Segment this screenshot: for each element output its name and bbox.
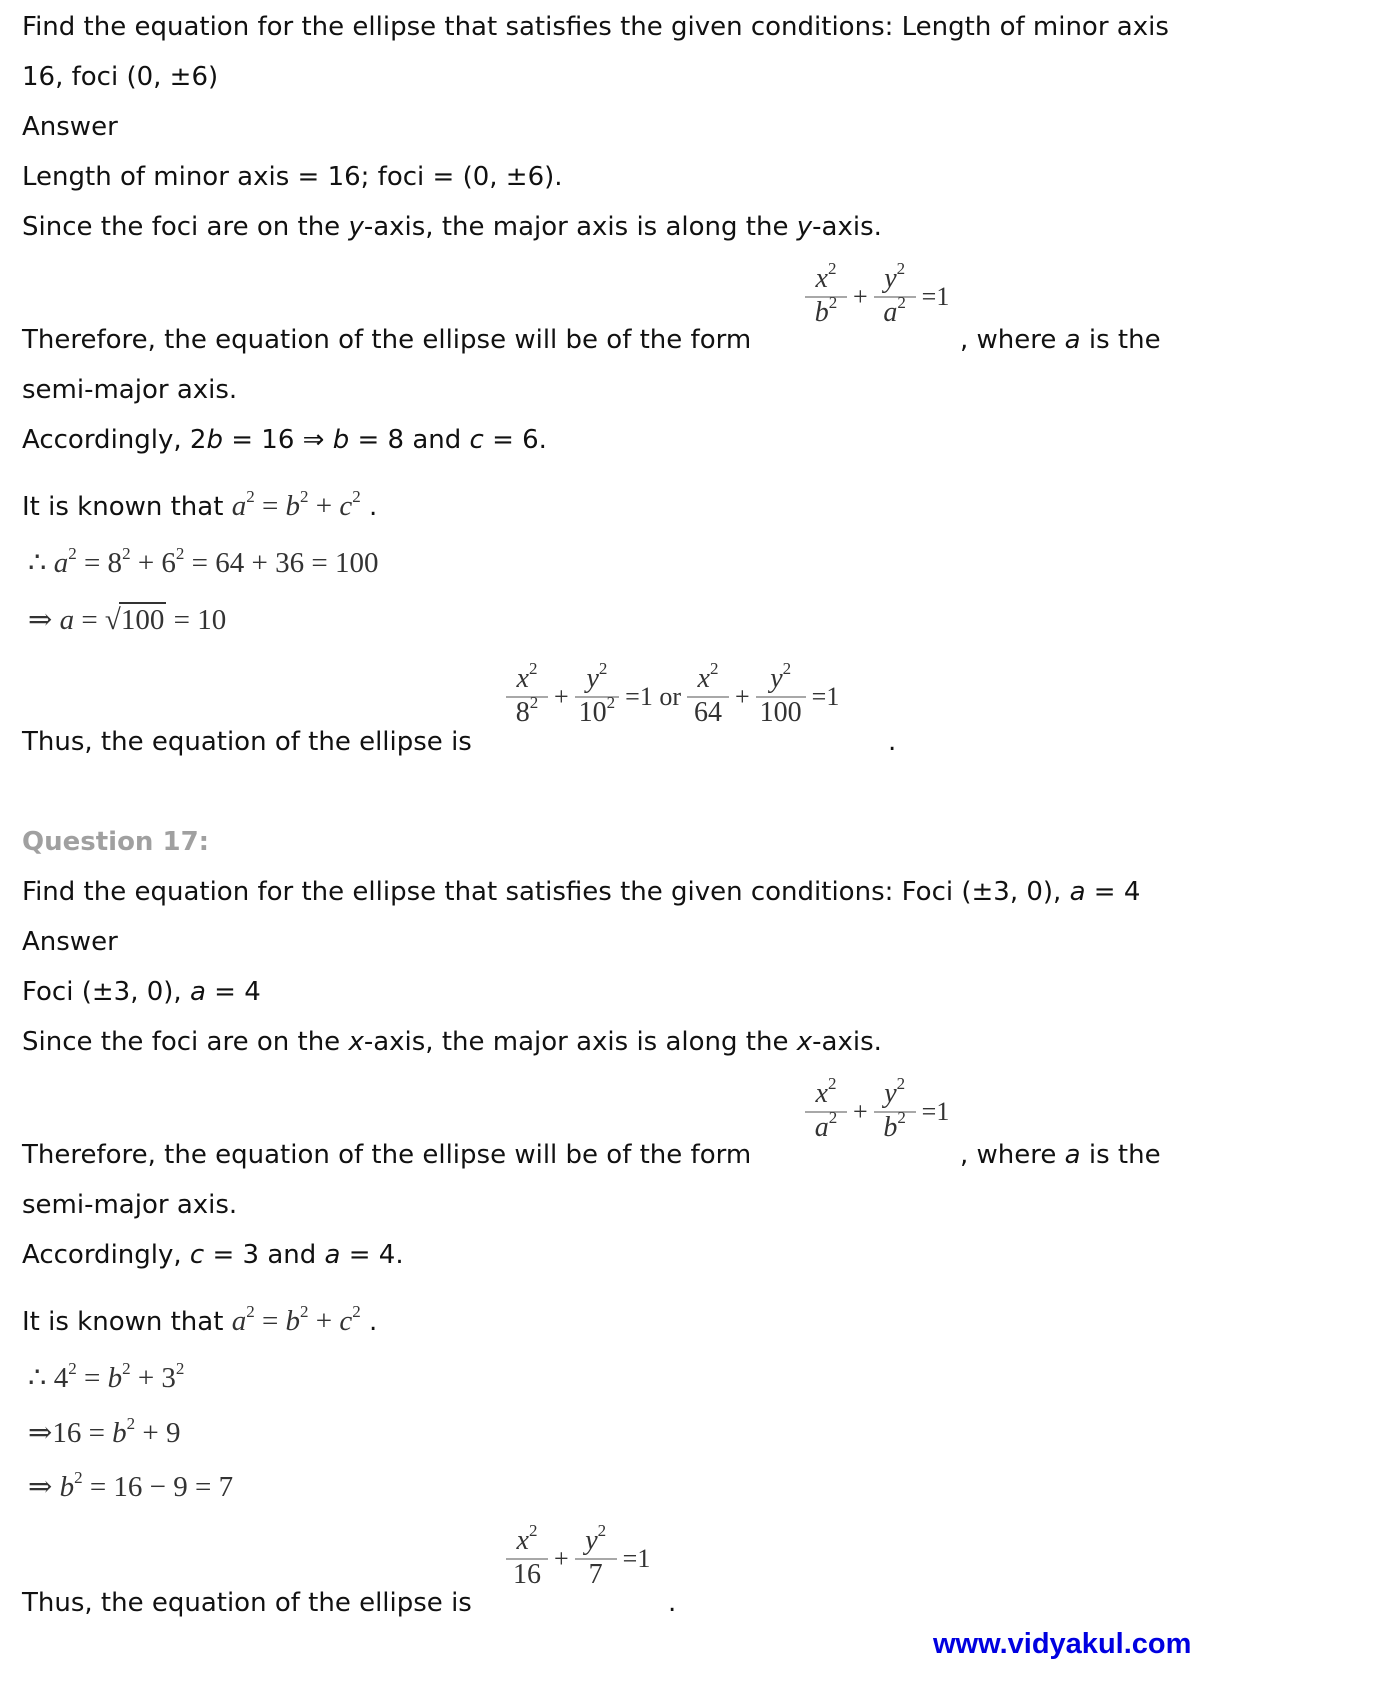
text: = 3 and bbox=[204, 1240, 325, 1270]
equals-one: =1 bbox=[921, 1097, 950, 1126]
fraction bbox=[687, 659, 729, 730]
text: -axis, the major axis is along the bbox=[363, 212, 797, 242]
exponent: 2 bbox=[352, 487, 361, 506]
implies-symbol: ⇒ bbox=[28, 1471, 53, 1503]
plus-sign: + bbox=[554, 1544, 569, 1573]
var: a bbox=[53, 547, 69, 579]
var: x bbox=[796, 1027, 813, 1057]
exponent: 2 bbox=[74, 1468, 83, 1487]
var: b bbox=[59, 1471, 75, 1503]
fraction bbox=[874, 259, 916, 330]
exponent: 2 bbox=[126, 1414, 136, 1433]
text: = 6. bbox=[483, 425, 547, 455]
text: + 6 bbox=[130, 547, 176, 579]
plus-sign: + bbox=[853, 282, 868, 311]
equals-one: =1 bbox=[622, 1544, 651, 1573]
numerator: x bbox=[815, 263, 828, 294]
denominator: 100 bbox=[759, 697, 802, 728]
exponent: 2 bbox=[300, 1302, 309, 1321]
exponent: 2 bbox=[606, 693, 616, 712]
q17-therefore-line2: semi-major axis. bbox=[22, 1190, 238, 1220]
exponent: 2 bbox=[896, 259, 906, 278]
var: a bbox=[59, 604, 75, 636]
q16-question-line2: 16, foci (0, ±6) bbox=[22, 62, 219, 92]
period: . bbox=[369, 492, 378, 522]
exponent: 2 bbox=[827, 259, 837, 278]
text: = 16 ⇒ bbox=[222, 425, 333, 455]
q16-accordingly bbox=[22, 425, 547, 455]
text: = 8 and bbox=[349, 425, 470, 455]
q16-since bbox=[22, 212, 882, 242]
q16-step2 bbox=[28, 605, 226, 635]
exponent: 2 bbox=[175, 1359, 185, 1378]
numerator: y bbox=[585, 1525, 598, 1556]
var: a bbox=[1064, 325, 1081, 355]
radicand: 100 bbox=[120, 604, 165, 636]
text: Find the equation for the ellipse that satisfies the given conditions: Foci (±3, 0), bbox=[22, 877, 1070, 907]
q17-step1 bbox=[28, 1359, 185, 1394]
var: c bbox=[339, 1305, 353, 1337]
q16-therefore: Therefore, the equation of the ellipse will be of the form bbox=[22, 325, 752, 355]
q17-result-equation bbox=[503, 1521, 653, 1592]
denominator: b bbox=[883, 1112, 898, 1143]
exponent: 2 bbox=[782, 659, 792, 678]
denominator: b bbox=[814, 297, 829, 328]
exponent: 2 bbox=[528, 1521, 538, 1540]
watermark-link[interactable]: www.vidyakul.com bbox=[933, 1628, 1192, 1660]
equals-one: =1 bbox=[921, 282, 950, 311]
q16-answer-label: Answer bbox=[22, 112, 118, 142]
text: is the bbox=[1080, 1140, 1161, 1170]
fraction bbox=[575, 1521, 617, 1592]
implies-symbol: ⇒ bbox=[28, 1417, 53, 1449]
exponent: 2 bbox=[529, 693, 539, 712]
text: Since the foci are on the bbox=[22, 212, 349, 242]
q16-step1 bbox=[28, 544, 379, 579]
text: = 8 bbox=[76, 547, 123, 579]
exponent: 2 bbox=[828, 1108, 838, 1127]
numerator: y bbox=[586, 663, 599, 694]
var: c bbox=[189, 1240, 205, 1270]
fraction bbox=[506, 659, 548, 730]
exponent: 2 bbox=[897, 293, 906, 312]
plus-sign: + bbox=[853, 1097, 868, 1126]
var: b bbox=[332, 425, 350, 455]
var: a bbox=[1069, 877, 1086, 907]
q17-thus: Thus, the equation of the ellipse is bbox=[22, 1588, 472, 1618]
text: 16 = bbox=[52, 1417, 113, 1449]
known-equation bbox=[231, 1302, 361, 1337]
q16-known bbox=[22, 487, 378, 522]
text: = 16 − 9 = 7 bbox=[82, 1471, 234, 1503]
text: -axis. bbox=[812, 1027, 882, 1057]
q17-accordingly bbox=[22, 1240, 404, 1270]
fraction bbox=[805, 259, 847, 330]
op: + bbox=[308, 490, 340, 522]
q17-form-equation bbox=[802, 1074, 952, 1145]
q16-result-equation bbox=[503, 659, 842, 730]
q16-question-line1: Find the equation for the ellipse that satisfies the given conditions: Length of minor axis bbox=[22, 12, 1169, 42]
q17-answer-label: Answer bbox=[22, 927, 118, 957]
q16-period: . bbox=[888, 727, 897, 757]
var: b bbox=[206, 425, 223, 455]
equals-one-or: =1 or bbox=[625, 682, 681, 711]
text: Accordingly, bbox=[22, 1240, 190, 1270]
q16-given: Length of minor axis = 16; foci = (0, ±6). bbox=[22, 162, 563, 192]
denominator: 7 bbox=[588, 1559, 603, 1590]
exponent: 2 bbox=[897, 1108, 906, 1127]
var: a bbox=[231, 490, 247, 522]
plus-sign: + bbox=[735, 682, 750, 711]
text: = 10 bbox=[166, 604, 227, 636]
therefore-symbol: ∴ bbox=[28, 547, 47, 579]
text: -axis, the major axis is along the bbox=[363, 1027, 797, 1057]
numerator: y bbox=[884, 1078, 897, 1109]
text: It is known that bbox=[22, 1307, 224, 1337]
text: Since the foci are on the bbox=[22, 1027, 349, 1057]
q16-thus: Thus, the equation of the ellipse is bbox=[22, 727, 472, 757]
denominator: 10 bbox=[578, 697, 607, 728]
text: = 4 bbox=[1085, 877, 1141, 907]
text: 4 bbox=[53, 1362, 69, 1394]
text: It is known that bbox=[22, 492, 224, 522]
text: , where bbox=[960, 1140, 1065, 1170]
var: b bbox=[285, 490, 301, 522]
exponent: 2 bbox=[122, 1359, 131, 1378]
var: b bbox=[285, 1305, 301, 1337]
var: b bbox=[112, 1417, 127, 1449]
denominator: 16 bbox=[513, 1559, 541, 1590]
text: + 9 bbox=[135, 1417, 181, 1449]
fraction bbox=[756, 659, 806, 730]
var: c bbox=[339, 490, 353, 522]
fraction bbox=[575, 659, 620, 730]
period: . bbox=[369, 1307, 378, 1337]
exponent: 2 bbox=[827, 1074, 837, 1093]
denominator: a bbox=[883, 297, 898, 328]
q17-step3 bbox=[28, 1468, 234, 1503]
sqrt-symbol: = √ bbox=[74, 604, 121, 636]
q17-since bbox=[22, 1027, 882, 1057]
q17-given bbox=[22, 977, 261, 1007]
q16-therefore-line2: semi-major axis. bbox=[22, 375, 238, 405]
q17-therefore: Therefore, the equation of the ellipse will be of the form bbox=[22, 1140, 752, 1170]
q17-question bbox=[22, 877, 1140, 907]
var: a bbox=[189, 977, 206, 1007]
numerator: x bbox=[697, 663, 710, 694]
var: y bbox=[796, 212, 813, 242]
exponent: 2 bbox=[300, 487, 309, 506]
denominator: 64 bbox=[694, 697, 722, 728]
var: b bbox=[107, 1362, 123, 1394]
exponent: 2 bbox=[828, 293, 838, 312]
text: -axis. bbox=[812, 212, 882, 242]
exponent: 2 bbox=[896, 1074, 906, 1093]
exponent: 2 bbox=[246, 1302, 255, 1321]
numerator: y bbox=[770, 663, 783, 694]
exponent: 2 bbox=[175, 544, 185, 563]
fraction bbox=[506, 1521, 548, 1592]
q17-therefore-tail bbox=[960, 1140, 1161, 1170]
fraction bbox=[874, 1074, 916, 1145]
q16-form-equation bbox=[802, 259, 952, 330]
var: a bbox=[1064, 1140, 1081, 1170]
exponent: 2 bbox=[122, 544, 131, 563]
var: x bbox=[348, 1027, 364, 1057]
therefore-symbol: ∴ bbox=[28, 1362, 47, 1394]
text: , where bbox=[960, 325, 1065, 355]
q16-therefore-tail bbox=[960, 325, 1161, 355]
q17-heading: Question 17: bbox=[22, 827, 210, 857]
op: = bbox=[254, 490, 286, 522]
q17-known bbox=[22, 1302, 378, 1337]
fraction bbox=[805, 1074, 847, 1145]
implies-symbol: ⇒ bbox=[28, 604, 53, 636]
text: Accordingly, 2 bbox=[22, 425, 207, 455]
var: a bbox=[231, 1305, 247, 1337]
text: = 4 bbox=[205, 977, 261, 1007]
equals-one: =1 bbox=[811, 682, 840, 711]
var: a bbox=[324, 1240, 341, 1270]
var: c bbox=[469, 425, 484, 455]
exponent: 2 bbox=[352, 1302, 361, 1321]
q17-period: . bbox=[668, 1588, 677, 1618]
exponent: 2 bbox=[68, 544, 77, 563]
exponent: 2 bbox=[598, 659, 608, 678]
op: = bbox=[76, 1362, 108, 1394]
var: y bbox=[348, 212, 364, 242]
op: + bbox=[308, 1305, 340, 1337]
known-equation bbox=[231, 487, 361, 522]
exponent: 2 bbox=[246, 487, 255, 506]
numerator: y bbox=[884, 263, 897, 294]
numerator: x bbox=[516, 1525, 529, 1556]
text: = 64 + 36 = 100 bbox=[184, 547, 379, 579]
text: = 4. bbox=[340, 1240, 404, 1270]
plus-sign: + bbox=[554, 682, 569, 711]
text: + 3 bbox=[130, 1362, 176, 1394]
exponent: 2 bbox=[68, 1359, 77, 1378]
exponent: 2 bbox=[709, 659, 719, 678]
text: is the bbox=[1080, 325, 1161, 355]
text: Foci (±3, 0), bbox=[22, 977, 190, 1007]
exponent: 2 bbox=[528, 659, 538, 678]
numerator: x bbox=[516, 663, 529, 694]
denominator: a bbox=[814, 1112, 829, 1143]
q17-step2 bbox=[28, 1414, 181, 1449]
numerator: x bbox=[815, 1078, 828, 1109]
op: = bbox=[254, 1305, 286, 1337]
exponent: 2 bbox=[597, 1521, 607, 1540]
denominator: 8 bbox=[515, 697, 530, 728]
